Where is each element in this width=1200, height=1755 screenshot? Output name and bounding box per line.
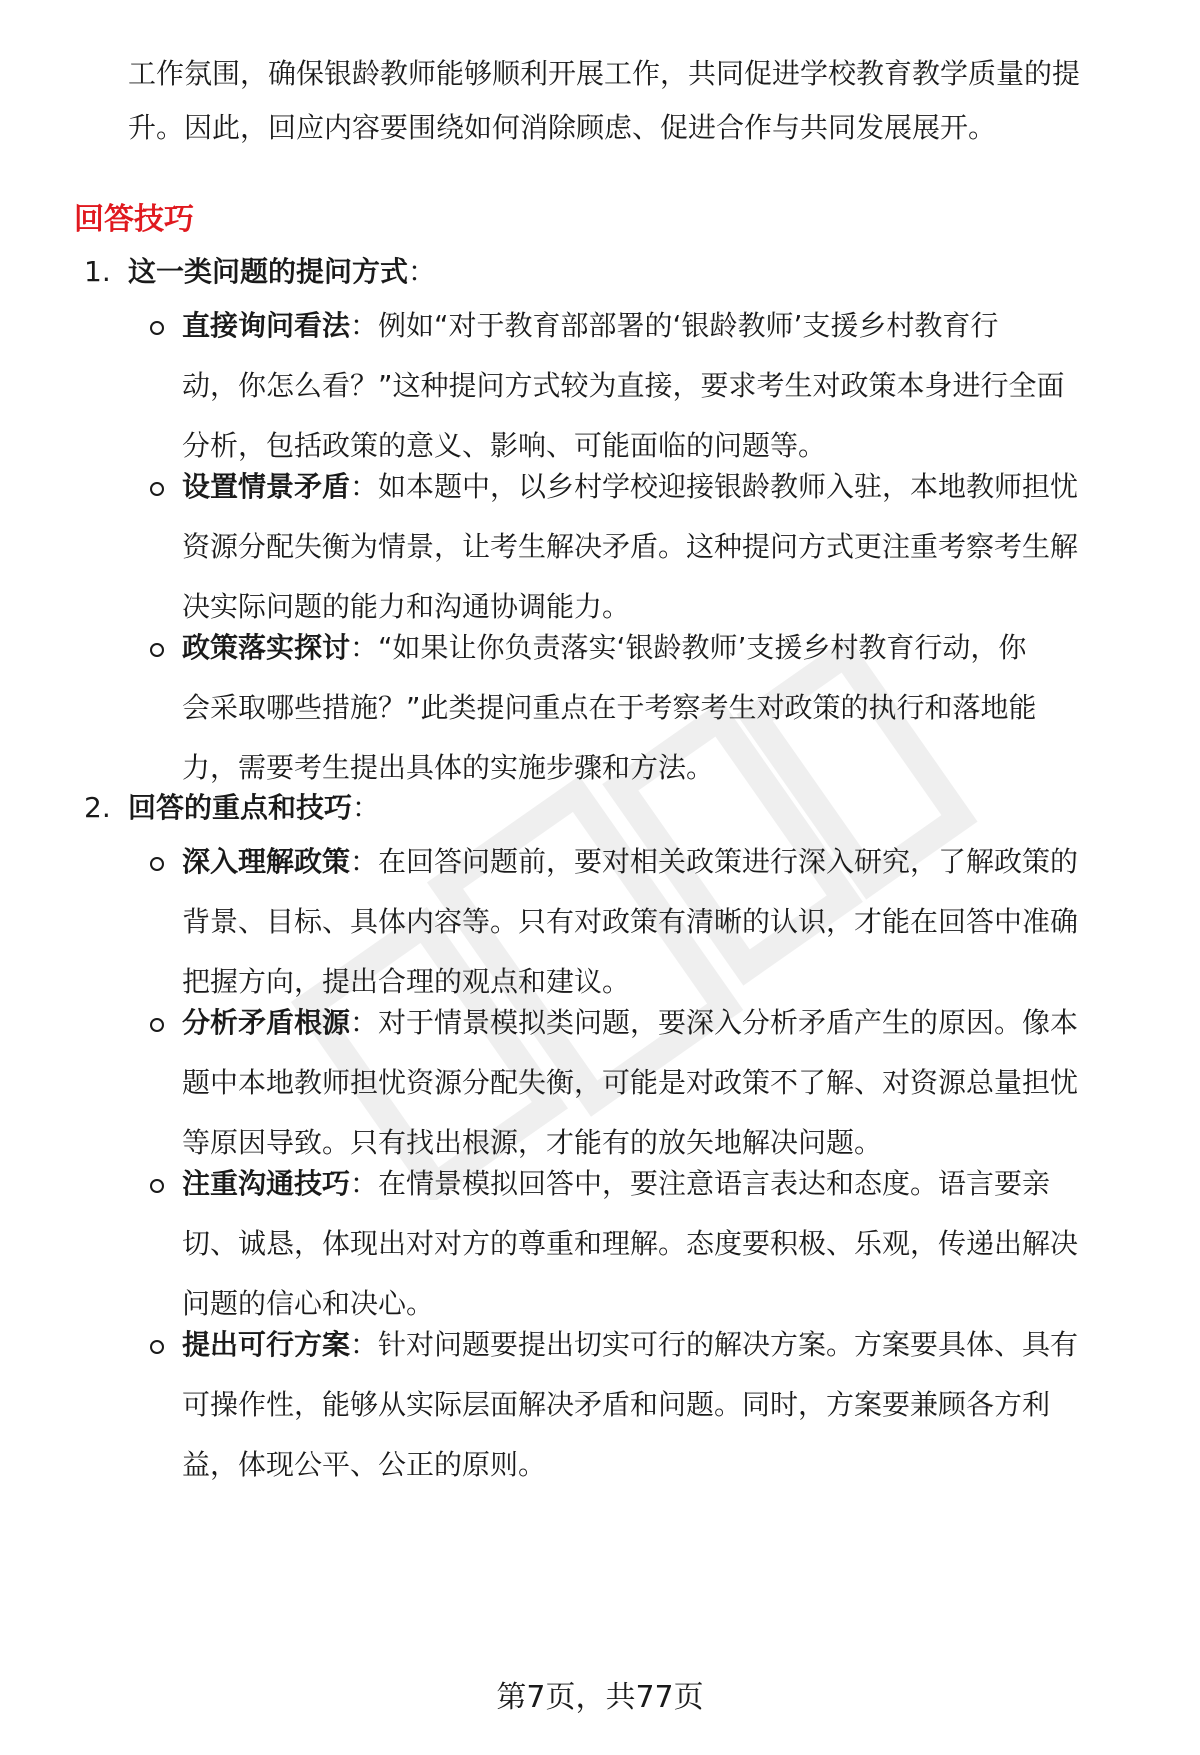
list-item-line: 决实际问题的能力和沟通协调能力。 [182,590,631,623]
bullet-circle-icon [150,643,164,657]
list-item-line: 在情景模拟回答中，要注意语言表达和态度。语言要亲 [378,1167,1051,1200]
list-item-line: 分析，包括政策的意义、影响、可能面临的问题等。 [182,429,827,462]
list-item-line: 切、诚恳，体现出对对方的尊重和理解。态度要积极、乐观，传递出解决 [182,1227,1079,1260]
intro-line-1: 工作氛围，确保银龄教师能够顺利开展工作，共同促进学校教育教学质量的提 [128,57,1081,90]
list-item-label: 深入理解政策 [182,845,351,878]
bullet-circle-icon [150,321,164,335]
list-item-line: 例如“对于教育部部署的‘银龄教师’支援乡村教育行 [378,309,999,342]
bullet-circle-icon [150,1179,164,1193]
list-item-label: 分析矛盾根源 [182,1006,351,1039]
list-item-sep: ： [350,1006,379,1039]
list-item-line: 对于情景模拟类问题，要深入分析矛盾产生的原因。像本 [378,1006,1079,1039]
list-item-label: 政策落实探讨 [182,631,351,664]
list-item-line: 力，需要考生提出具体的实施步骤和方法。 [182,751,715,784]
list-item-line: 题中本地教师担忧资源分配失衡，可能是对政策不了解、对资源总量担忧 [182,1066,1079,1099]
list-number-1: 1. [84,255,111,288]
bullet-circle-icon [150,482,164,496]
list-heading-2-title: 回答的重点和技巧 [128,791,353,824]
list-item-line: 会采取哪些措施？”此类提问重点在于考察考生对政策的执行和落地能 [182,691,1037,724]
section-title: 回答技巧 [74,202,194,237]
list-heading-1-title: 这一类问题的提问方式 [128,255,409,288]
list-item-line: 资源分配失衡为情景，让考生解决矛盾。这种提问方式更注重考察考生解 [182,530,1079,563]
list-item-line: 如本题中，以乡村学校迎接银龄教师入驻，本地教师担忧 [378,470,1079,503]
bullet-circle-icon [150,857,164,871]
list-item-line: 可操作性，能够从实际层面解决矛盾和问题。同时，方案要兼顾各方利 [182,1388,1051,1421]
list-item-line: 背景、目标、具体内容等。只有对政策有清晰的认识，才能在回答中准确 [182,905,1079,938]
bullet-circle-icon [150,1018,164,1032]
list-item-sep: ： [350,1328,379,1361]
list-item-sep: ： [350,470,379,503]
list-item-label: 注重沟通技巧 [182,1167,351,1200]
list-number-2: 2. [84,791,111,824]
page-footer: 第7页，共77页 [496,1680,704,1715]
list-item-sep: ： [350,631,379,664]
list-item-label: 提出可行方案 [182,1328,351,1361]
list-item-sep: ： [350,1167,379,1200]
list-item-sep: ： [350,309,379,342]
list-item-label: 设置情景矛盾 [182,470,351,503]
list-item-line: 问题的信心和决心。 [182,1287,435,1320]
list-item-line: 针对问题要提出切实可行的解决方案。方案要具体、具有 [378,1328,1079,1361]
list-item-line: 在回答问题前，要对相关政策进行深入研究，了解政策的 [378,845,1079,878]
list-item-line: 把握方向，提出合理的观点和建议。 [182,965,631,998]
bullet-circle-icon [150,1340,164,1354]
list-heading-2-colon: ： [352,791,381,824]
list-item-line: 等原因导致。只有找出根源，才能有的放矢地解决问题。 [182,1126,883,1159]
intro-line-2: 升。因此，回应内容要围绕如何消除顾虑、促进合作与共同发展展开。 [128,111,997,144]
list-item-line: “如果让你负责落实‘银龄教师’支援乡村教育行动，你 [378,631,1027,664]
list-heading-1-colon: ： [408,255,437,288]
list-item-line: 动，你怎么看？”这种提问方式较为直接，要求考生对政策本身进行全面 [182,369,1065,402]
list-item-label: 直接询问看法 [182,309,351,342]
list-item-sep: ： [350,845,379,878]
list-item-line: 益，体现公平、公正的原则。 [182,1448,547,1481]
